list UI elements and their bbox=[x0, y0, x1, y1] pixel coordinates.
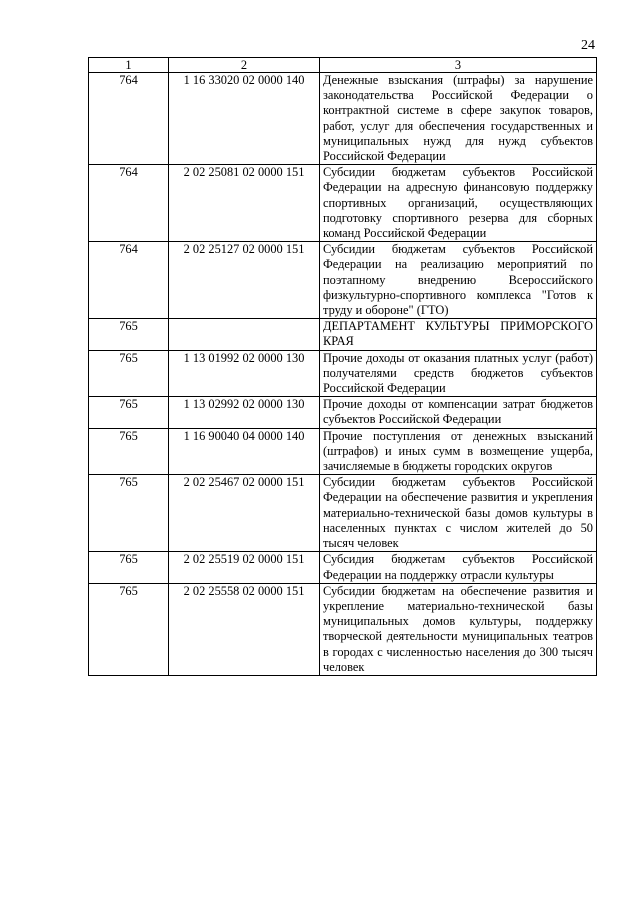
budget-code-cell: 1 13 01992 02 0000 130 bbox=[169, 350, 320, 397]
table-row bbox=[89, 475, 597, 552]
table-header-row bbox=[89, 58, 597, 73]
description-cell: Прочие поступления от денежных взысканий (штрафов) и иных сумм в возмещение ущерба, зачисляемые в бюджеты городских округов bbox=[320, 428, 597, 475]
budget-code-cell: 1 13 02992 02 0000 130 bbox=[169, 397, 320, 428]
description-cell: Субсидии бюджетам субъектов Российской Федерации на обеспечение развития и укрепления материально-технической базы домов культуры в населенных пунктах с числом жителей до 50 тысяч человек bbox=[320, 475, 597, 552]
description-cell: Субсидия бюджетам субъектов Российской Федерации на поддержку отрасли культуры bbox=[320, 552, 597, 583]
budget-code-cell: 1 16 33020 02 0000 140 bbox=[169, 73, 320, 165]
description-cell: Денежные взыскания (штрафы) за нарушение законодательства Российской Федерации о контрактной системе в сфере закупок товаров, работ, услуг для обеспечения государственных и муниципальных нужд для нужд субъектов Российской Федерации bbox=[320, 73, 597, 165]
admin-code-cell: 765 bbox=[89, 552, 169, 583]
budget-code-cell: 1 16 90040 04 0000 140 bbox=[169, 428, 320, 475]
description-cell: Прочие доходы от оказания платных услуг (работ) получателями средств бюджетов субъектов Российской Федерации bbox=[320, 350, 597, 397]
budget-code-cell: 2 02 25467 02 0000 151 bbox=[169, 475, 320, 552]
admin-code-cell: 765 bbox=[89, 350, 169, 397]
admin-code-cell: 764 bbox=[89, 242, 169, 319]
column-header-code: 2 bbox=[169, 58, 320, 73]
budget-code-cell: 2 02 25127 02 0000 151 bbox=[169, 242, 320, 319]
description-cell: Субсидии бюджетам субъектов Российской Федерации на адресную финансовую поддержку спортивных организаций, осуществляющих подготовку спортивного резерва для сборных команд Российской Федерации bbox=[320, 165, 597, 242]
table-row bbox=[89, 397, 597, 428]
admin-code-cell: 765 bbox=[89, 475, 169, 552]
table-row bbox=[89, 428, 597, 475]
table-row-department bbox=[89, 319, 597, 350]
column-header-admin: 1 bbox=[89, 58, 169, 73]
admin-code-cell: 765 bbox=[89, 319, 169, 350]
table-row bbox=[89, 350, 597, 397]
budget-code-cell: 2 02 25519 02 0000 151 bbox=[169, 552, 320, 583]
description-cell: Субсидии бюджетам на обеспечение развития и укрепление материально-технической базы муниципальных домов культуры, поддержку творческой деятельности муниципальных театров в городах с численностью населения до 300 тысяч человек bbox=[320, 583, 597, 675]
admin-code-cell: 764 bbox=[89, 73, 169, 165]
admin-code-cell: 765 bbox=[89, 428, 169, 475]
budget-code-cell: 2 02 25081 02 0000 151 bbox=[169, 165, 320, 242]
page-number: 24 bbox=[581, 38, 595, 53]
admin-code-cell: 764 bbox=[89, 165, 169, 242]
description-cell: Субсидии бюджетам субъектов Российской Федерации на реализацию мероприятий по поэтапному внедрению Всероссийского физкультурно-спортивного комплекса "Готов к труду и обороне" (ГТО) bbox=[320, 242, 597, 319]
table-row bbox=[89, 552, 597, 583]
admin-code-cell: 765 bbox=[89, 583, 169, 675]
table-row bbox=[89, 583, 597, 675]
budget-code-cell bbox=[169, 319, 320, 350]
revenue-code-table bbox=[88, 57, 597, 676]
table-row bbox=[89, 73, 597, 165]
admin-code-cell: 765 bbox=[89, 397, 169, 428]
table-row bbox=[89, 242, 597, 319]
budget-code-cell: 2 02 25558 02 0000 151 bbox=[169, 583, 320, 675]
department-name-cell: ДЕПАРТАМЕНТ КУЛЬТУРЫ ПРИМОРСКОГО КРАЯ bbox=[320, 319, 597, 350]
column-header-description: 3 bbox=[320, 58, 597, 73]
description-cell: Прочие доходы от компенсации затрат бюджетов субъектов Российской Федерации bbox=[320, 397, 597, 428]
table-row bbox=[89, 165, 597, 242]
